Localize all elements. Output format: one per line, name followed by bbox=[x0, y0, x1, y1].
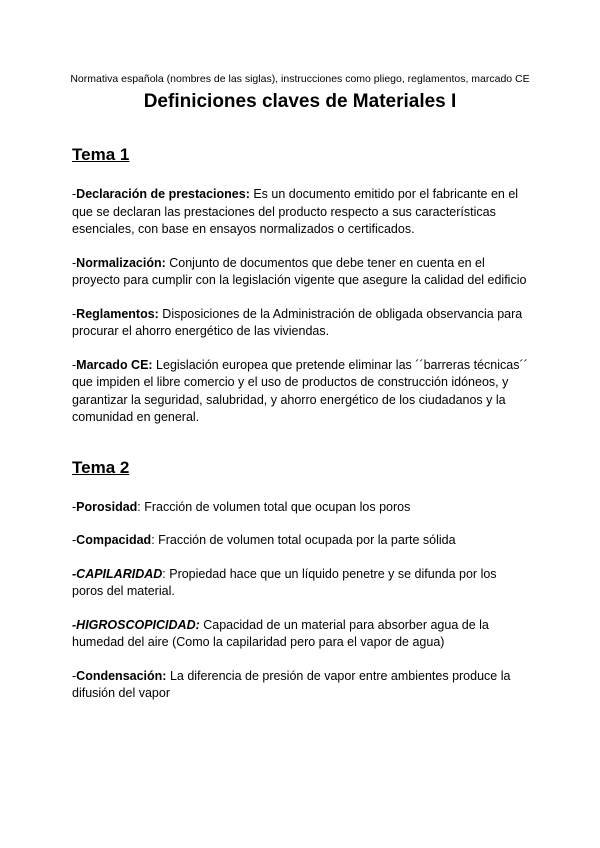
definition-term: -CAPILARIDAD bbox=[72, 566, 163, 581]
definition-text: Es un documento emitido por el fabricante en el que se declaran las prestaciones del producto respecto a sus características esenciales, con base en ensayos normalizados o certificados. bbox=[72, 187, 519, 236]
definition-prefix: - bbox=[72, 187, 77, 201]
definition-normalizacion bbox=[72, 255, 528, 290]
definition-condensacion bbox=[72, 668, 528, 703]
section-heading-tema-2: Tema 2 bbox=[72, 457, 130, 477]
definition-declaracion-prestaciones bbox=[72, 186, 528, 239]
definition-term: Marcado CE: bbox=[76, 357, 153, 372]
document-page bbox=[72, 72, 528, 719]
definition-text: : Fracción de volumen total ocupada por la parte sólida bbox=[151, 533, 456, 547]
definition-text: : Fracción de volumen total que ocupan los poros bbox=[137, 499, 411, 514]
definition-text: Legislación europea que pretende eliminar las ´´barreras técnicas´´ que impiden el libre comercio y el uso de productos de construcción idóneos, y garantizar la seguridad, salubridad, y ahorro energético de los ciudadanos y la comunidad en general. bbox=[72, 357, 528, 424]
definitions-list-tema-2 bbox=[72, 499, 528, 703]
definition-prefix: - bbox=[72, 357, 77, 372]
document-title: Definiciones claves de Materiales I bbox=[143, 91, 457, 112]
definition-higroscopicidad bbox=[72, 617, 528, 652]
definition-term: Normalización: bbox=[76, 255, 166, 270]
definition-term: Condensación: bbox=[76, 668, 167, 683]
definition-prefix: - bbox=[72, 306, 77, 321]
definitions-list-tema-1 bbox=[72, 186, 528, 427]
definition-text: Capacidad de un material para absorber agua de la humedad del aire (Como la capilaridad pero para el vapor de agua) bbox=[72, 617, 489, 649]
definition-text: Conjunto de documentos que debe tener en cuenta en el proyecto para cumplir con la legislación vigente que asegure la calidad del edificio bbox=[72, 255, 527, 287]
definition-reglamentos bbox=[72, 306, 528, 341]
definition-text: Disposiciones de la Administración de obligada observancia para procurar el ahorro energético de las viviendas. bbox=[72, 306, 523, 338]
definition-porosidad bbox=[72, 499, 528, 517]
definition-prefix: - bbox=[72, 255, 77, 270]
header-note: Normativa española (nombres de las siglas), instrucciones como pliego, reglamentos, marcado CE bbox=[70, 73, 530, 85]
definition-term: -HIGROSCOPICIDAD: bbox=[72, 617, 200, 632]
definition-compacidad bbox=[72, 532, 528, 550]
definition-term: Declaración de prestaciones: bbox=[76, 187, 250, 201]
definition-prefix: - bbox=[72, 668, 77, 683]
definition-marcado-ce bbox=[72, 357, 528, 427]
definition-text: La diferencia de presión de vapor entre ambientes produce la difusión del vapor bbox=[72, 668, 511, 700]
section-heading-tema-1: Tema 1 bbox=[72, 145, 130, 164]
definition-text: : Propiedad hace que un líquido penetre y se difunda por los poros del material. bbox=[72, 566, 497, 598]
definition-term: Reglamentos: bbox=[76, 306, 159, 321]
definition-term: Compacidad bbox=[76, 533, 152, 547]
definition-prefix: - bbox=[72, 499, 77, 514]
definition-prefix: - bbox=[72, 533, 77, 547]
definition-capilaridad bbox=[72, 566, 528, 601]
definition-term: Porosidad bbox=[76, 499, 138, 514]
